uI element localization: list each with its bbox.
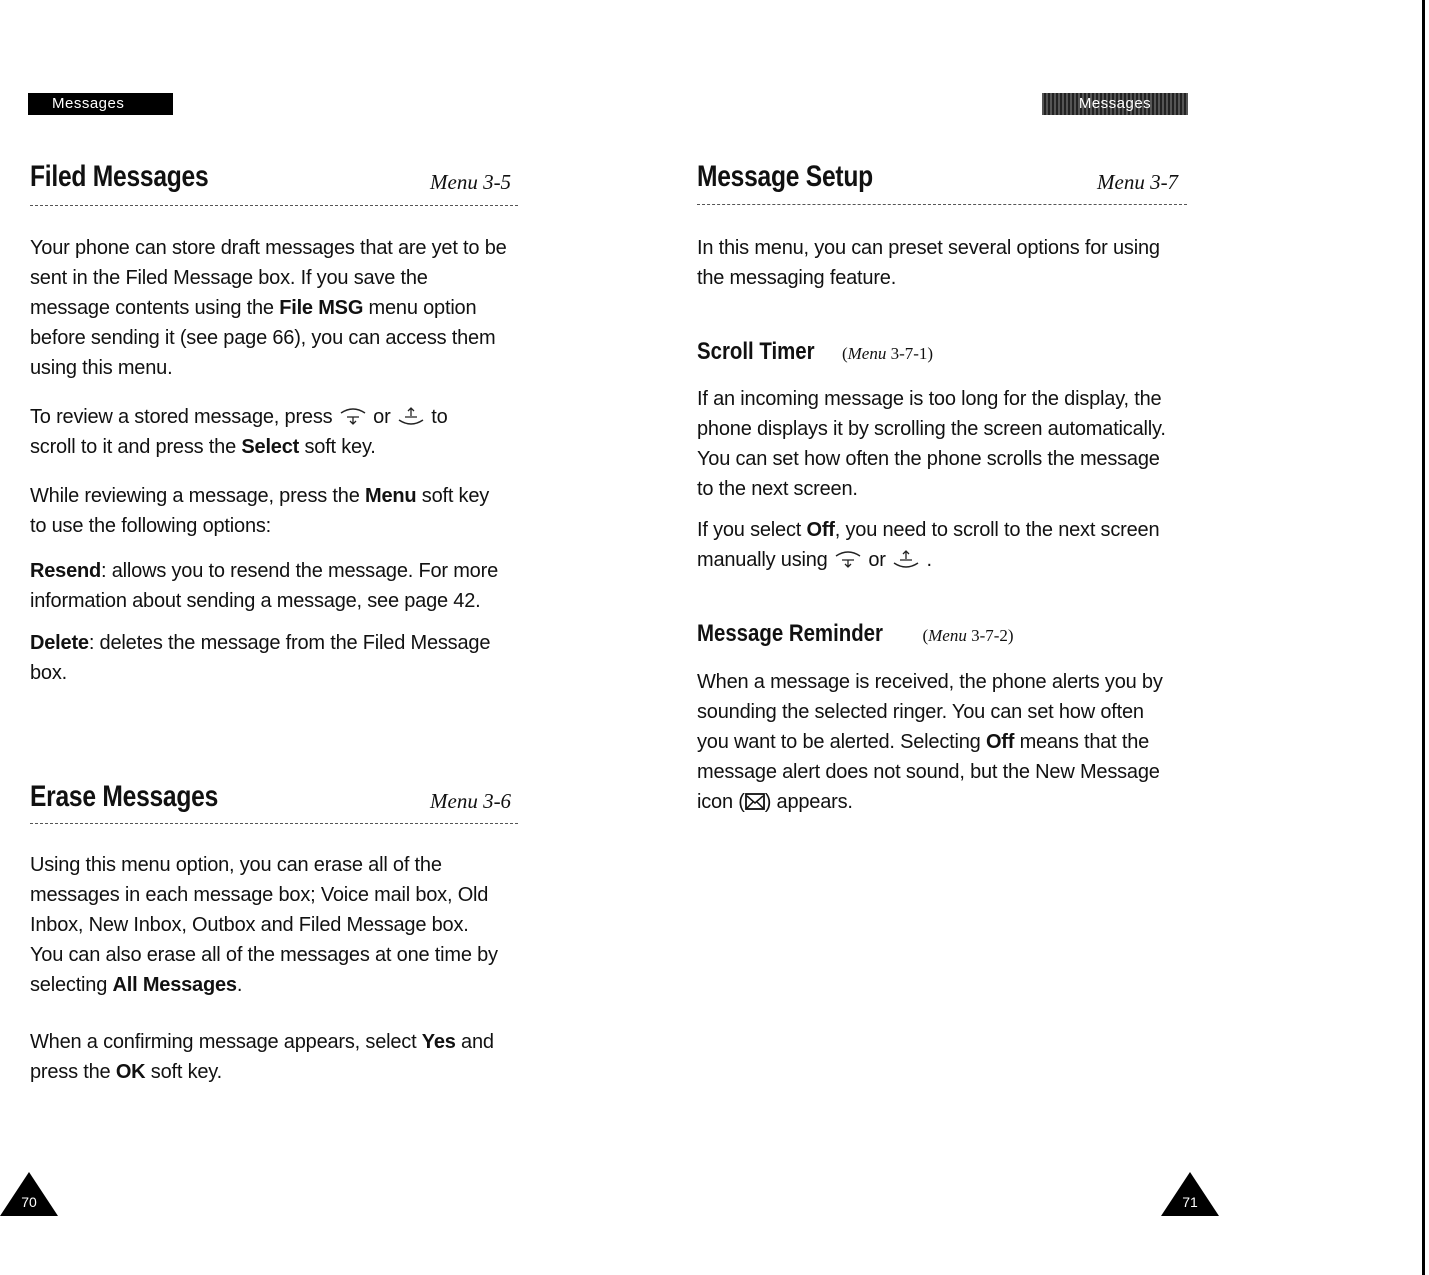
- page-edge-line: [1422, 0, 1425, 1275]
- message-setup-title: Message Setup: [697, 160, 873, 193]
- erase-messages-title: Erase Messages: [30, 780, 219, 813]
- section-tag-left: Messages: [28, 93, 173, 115]
- new-message-envelope-icon: [745, 793, 765, 810]
- setup-title-rule: [697, 204, 1187, 205]
- filed-title-rule: [30, 205, 518, 206]
- scroll-up-key-icon: [891, 548, 921, 570]
- erase-para-1: Using this menu option, you can erase all of the messages in each message box; Voice mail box, Old Inbox, New Inbox, Outbox and Filed Message box. You can also erase all of the messages at one time by selecting All Messages.: [30, 854, 498, 996]
- erase-para-2: When a confirming message appears, select Yes and press the OK soft key.: [30, 1031, 494, 1083]
- filed-para-3: While reviewing a message, press the Menu soft key to use the following options:: [30, 485, 490, 537]
- scroll-timer-para-1: If an incoming message is too long for the display, the phone displays it by scrolling the screen automatically. You can set how often the phone scrolls the message to the next screen.: [697, 388, 1166, 500]
- page-number-right: 71: [1161, 1172, 1219, 1216]
- scroll-up-key-icon: [396, 405, 426, 427]
- message-reminder-heading: Message Reminder (Menu 3-7-2): [697, 620, 1014, 647]
- filed-messages-title: Filed Messages: [30, 160, 209, 193]
- scroll-timer-heading: Scroll Timer (Menu 3-7-1): [697, 338, 934, 365]
- setup-intro: In this menu, you can preset several options for using the messaging feature.: [697, 237, 1160, 289]
- filed-para-1: Your phone can store draft messages that are yet to be sent in the Filed Message box. If you save the message contents using the File MSG menu option before sending it (see page 66), you can access them using this menu.: [30, 237, 507, 379]
- message-reminder-para: When a message is received, the phone alerts you by sounding the selected ringer. You can set how often you want to be alerted. Selecting Off means that the message alert does not sound, but the New Message icon ( ) appears.: [697, 671, 1163, 813]
- resend-option: Resend: allows you to resend the message. For more information about sending a message, see page 42.: [30, 560, 498, 612]
- filed-para-2: To review a stored message, press or to scroll to it and press the Select soft key.: [30, 406, 448, 458]
- section-tag-right: Messages: [1042, 93, 1188, 115]
- scroll-down-key-icon: [338, 405, 368, 427]
- erase-title-rule: [30, 823, 518, 824]
- setup-menu-ref: Menu 3-7: [1097, 170, 1179, 194]
- scroll-timer-para-2: If you select Off, you need to scroll to the next screen manually using or .: [697, 519, 1160, 571]
- erase-menu-ref: Menu 3-6: [430, 789, 512, 813]
- page-number-left: 70: [0, 1172, 58, 1216]
- delete-option: Delete: deletes the message from the Filed Message box.: [30, 632, 491, 684]
- scroll-down-key-icon: [833, 548, 863, 570]
- filed-menu-ref: Menu 3-5: [430, 170, 512, 194]
